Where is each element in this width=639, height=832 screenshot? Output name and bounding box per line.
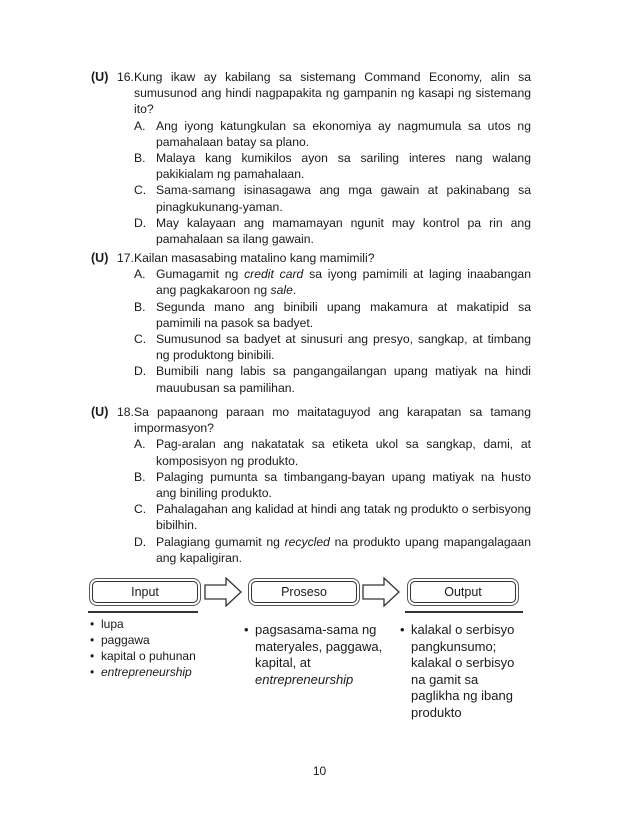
process-box: Proseso: [251, 581, 357, 603]
option-letter: C.: [134, 183, 147, 198]
option-text-italic: recycled: [284, 534, 330, 549]
question-tag: (U): [91, 251, 109, 265]
option-a: [134, 118, 531, 150]
option-text: Pag-aralan ang nakatatak sa etiketa ukol sa sangkap, dami, at komposisyon ng produkto.: [156, 437, 531, 468]
question-number: 17.: [117, 251, 134, 265]
option-letter: C.: [134, 502, 147, 517]
output-underline: [405, 611, 523, 613]
question-17: [91, 250, 531, 396]
option-letter: D.: [134, 364, 147, 379]
input-box: Input: [92, 581, 198, 603]
output-box: Output: [410, 581, 516, 603]
question-tag: (U): [91, 405, 109, 419]
input-list: [90, 616, 230, 680]
option-text: Palaging pumunta sa timbangang-bayan upang matiyak na husto ang biniling produkto.: [156, 469, 531, 501]
list-item: • kalakal o serbisyo pangkunsumo; kalakal o serbisyo na gamit sa paglikha ng ibang produkto: [400, 622, 524, 721]
option-letter: A.: [134, 118, 146, 133]
option-c: [134, 182, 531, 214]
question-16: [91, 69, 531, 247]
input-underline: [88, 611, 198, 613]
option-text-pre: Palagiang gumamit ng: [156, 534, 285, 549]
output-list: [400, 622, 524, 721]
option-text: Bumibili nang labis sa pangangailangan upang matiyak na hindi mauubusan sa pamilihan.: [156, 364, 531, 395]
option-c: [134, 331, 531, 363]
process-text-italic: entrepreneurship: [255, 671, 354, 687]
option-d: [134, 534, 531, 566]
option-c: [134, 501, 531, 533]
list-item: [244, 622, 384, 688]
arrow-right-icon: [362, 577, 400, 607]
option-b: [134, 150, 531, 182]
option-text: May kalayaan ang mamamayan ngunit may kontrol pa rin ang pamahalaan sa ilang gawain.: [156, 215, 531, 247]
question-18: [91, 404, 531, 566]
option-letter: A.: [134, 267, 146, 282]
option-text-italic: credit card: [244, 267, 304, 282]
option-letter: C.: [134, 332, 147, 347]
option-text-pre: Gumagamit ng: [156, 267, 245, 282]
arrow-right-icon: [204, 577, 242, 607]
list-item: • kapital o puhunan: [90, 648, 230, 664]
question-number: 16.: [117, 70, 134, 84]
list-item: [90, 664, 230, 680]
option-text: Ang iyong katungkulan sa ekonomiya ay nagmumula sa utos ng pamahalaan batay sa plano.: [156, 118, 531, 149]
question-stem: Kung ikaw ay kabilang sa sistemang Command Economy, alin sa sumusunod ang hindi nagpapakita ng gampanin ng kasapi ng sistemang ito?: [134, 70, 531, 117]
option-text: Pahalagahan ang kalidad at hindi ang tatak ng produkto o serbisyong bibilhin.: [156, 502, 531, 533]
option-text-italic: sale: [270, 283, 293, 298]
option-letter: D.: [134, 215, 147, 230]
option-text: Segunda mano ang binibili upang makamura at makatipid sa pamimili na pasok sa badyet.: [156, 299, 531, 330]
option-b: [134, 469, 531, 501]
option-text-post: .: [292, 283, 297, 298]
option-text: Sumusunod sa badyet at sinusuri ang presyo, sangkap, at timbang ng produktong binibili.: [156, 332, 531, 363]
question-tag: (U): [91, 70, 109, 84]
option-d: [134, 215, 531, 247]
option-text-post: sa iyong pamimili at laging inaabangan ang pagkakaroon ng: [156, 267, 531, 298]
page-number: 10: [312, 764, 327, 778]
option-b: [134, 299, 531, 331]
process-list: [244, 622, 384, 688]
option-letter: B.: [134, 469, 146, 484]
list-item-italic: entrepreneurship: [101, 665, 192, 679]
option-letter: B.: [134, 299, 146, 314]
option-a: [134, 266, 531, 298]
process-text: pagsasama-sama ng materyales, paggawa, kapital, at: [255, 622, 383, 670]
question-number: 18.: [117, 405, 134, 419]
option-letter: A.: [134, 437, 146, 452]
option-text-post: na produkto upang mapangalagaan ang kapaligiran.: [156, 534, 531, 565]
question-stem: Sa papaanong paraan mo maitataguyod ang karapatan sa tamang impormasyon?: [134, 405, 531, 436]
option-a: [134, 436, 531, 468]
option-letter: D.: [134, 534, 147, 549]
option-d: [134, 363, 531, 395]
option-text: Sama-samang isinasagawa ang mga gawain at pakinabang sa pinagkukunang-yaman.: [156, 183, 531, 214]
option-text: Malaya kang kumikilos ayon sa sariling interes nang walang pakikialam ng pamahalaan.: [156, 151, 531, 182]
option-letter: B.: [134, 151, 146, 166]
list-item: • paggawa: [90, 632, 230, 648]
question-stem: Kailan masasabing matalino kang mamimili?: [134, 251, 375, 265]
list-item: • lupa: [90, 616, 230, 632]
